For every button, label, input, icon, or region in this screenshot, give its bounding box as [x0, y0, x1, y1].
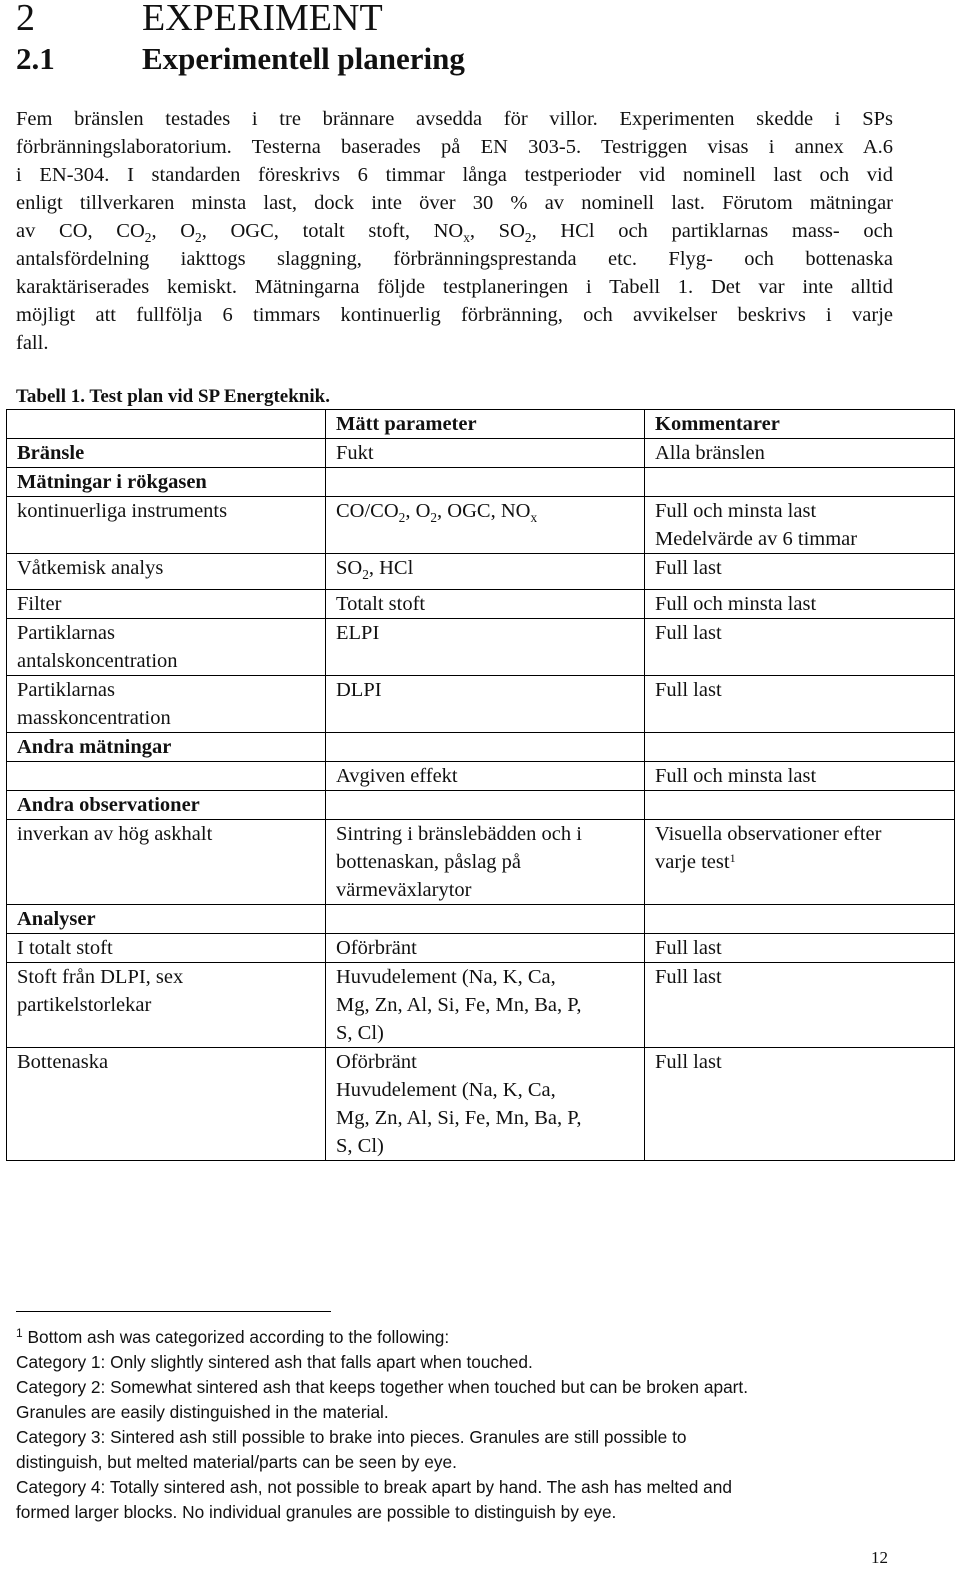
table-cell: Full last [645, 963, 955, 1048]
table-cell: Filter [7, 590, 326, 619]
footnote-line: Category 1: Only slightly sintered ash that falls apart when touched. [16, 1352, 533, 1372]
paragraph-line: karaktäriserades kemiskt. Mätningarna följde testplaneringen i Tabell 1. Det var inte alltid [16, 276, 893, 298]
table-cell: Partiklarnas masskoncentration [7, 676, 326, 733]
table-cell [7, 762, 326, 791]
table-cell: Fukt [326, 439, 645, 468]
table-cell [326, 905, 645, 934]
table-cell: Full och minsta last [645, 762, 955, 791]
table-cell: Andra observationer [7, 791, 326, 820]
table-cell: Full last [645, 554, 955, 590]
table-cell [645, 468, 955, 497]
table-caption: Tabell 1. Test plan vid SP Energteknik. [16, 386, 330, 407]
footnote-line: $^1$ Bottom ash was categorized according to the following: [16, 1326, 450, 1347]
table-row [7, 497, 955, 554]
table-row [7, 468, 955, 497]
test-plan-table [6, 409, 955, 1161]
page-number: 12 [871, 1548, 888, 1567]
table-row [7, 676, 955, 733]
table-cell: Bottenaska [7, 1048, 326, 1161]
table-cell: Full last [645, 1048, 955, 1161]
table-cell: DLPI [326, 676, 645, 733]
footnote-line: Granules are easily distinguished in the material. [16, 1402, 389, 1422]
header-cell-empty [7, 410, 326, 439]
paragraph-line: enligt tillverkaren minsta last, dock inte över 30 % av nominell last. Förutom mätningar [16, 192, 893, 214]
table-row [7, 791, 955, 820]
table-cell: Stoft från DLPI, sex partikelstorlekar [7, 963, 326, 1048]
table-cell: Bränsle [7, 439, 326, 468]
table-cell: inverkan av hög askhalt [7, 820, 326, 905]
table-cell: Analyser [7, 905, 326, 934]
header-cell-comments: Kommentarer [645, 410, 955, 439]
footnote-marker: 1 [16, 1326, 23, 1340]
chapter-heading [16, 0, 383, 40]
table-row [7, 820, 955, 905]
section-title: Experimentell planering [142, 41, 465, 76]
table-row [7, 554, 955, 590]
paragraph-line: antalsfördelning iakttogs slaggning, förbränningsprestanda etc. Flyg- och bottenaska [16, 248, 893, 270]
table-row [7, 762, 955, 791]
chapter-title: EXPERIMENT [142, 0, 383, 39]
table-row [7, 619, 955, 676]
table-cell: Huvudelement (Na, K, Ca, Mg, Zn, Al, Si, Fe, Mn, Ba, P, S, Cl) [326, 963, 645, 1048]
table-row [7, 934, 955, 963]
footnote-line: Category 2: Somewhat sintered ash that keeps together when touched but can be broken apart. [16, 1377, 749, 1397]
table-row [7, 439, 955, 468]
table-cell: Full last [645, 619, 955, 676]
footnote-ref: 1 [729, 851, 736, 866]
table-cell: Mätningar i rökgasen [7, 468, 326, 497]
paragraph-line: fall. [16, 332, 49, 354]
table-cell: ELPI [326, 619, 645, 676]
table-cell: Avgiven effekt [326, 762, 645, 791]
paragraph-line: av CO, $CO_2$, $O_2$, OGC, totalt stoft, $NO_x$, $SO_2$, HCl och partiklarnas mass- och [16, 220, 894, 246]
chapter-number: 2 [16, 0, 35, 39]
table-cell: I totalt stoft [7, 934, 326, 963]
table-cell [645, 733, 955, 762]
table-cell: $SO_2$, HCl [326, 554, 645, 590]
table-row [7, 963, 955, 1048]
paragraph-line: Fem bränslen testades i tre brännare avsedda för villor. Experimenten skedde i SPs [16, 108, 893, 130]
table-cell [645, 791, 955, 820]
footnote-separator [16, 1311, 331, 1312]
table-cell: Våtkemisk analys [7, 554, 326, 590]
table-cell: Full och minsta last [645, 590, 955, 619]
table-cell: kontinuerliga instruments [7, 497, 326, 554]
footnote-line: formed larger blocks. No individual granules are possible to distinguish by eye. [16, 1502, 617, 1522]
table-cell [326, 468, 645, 497]
table-cell: Oförbränt Huvudelement (Na, K, Ca, Mg, Zn, Al, Si, Fe, Mn, Ba, P, S, Cl) [326, 1048, 645, 1161]
table-cell: $CO/CO_2$, $O_2$, OGC, $NO_x$ [326, 497, 645, 554]
table-header-row [7, 410, 955, 439]
table-row [7, 1048, 955, 1161]
header-cell-parameter: Mätt parameter [326, 410, 645, 439]
footnote-line: distinguish, but melted material/parts can be seen by eye. [16, 1452, 457, 1472]
section-heading [16, 40, 465, 78]
table-cell: Full och minsta last Medelvärde av 6 timmar [645, 497, 955, 554]
table-cell: Partiklarnas antalskoncentration [7, 619, 326, 676]
table-row [7, 590, 955, 619]
table-cell: Andra mätningar [7, 733, 326, 762]
table-cell: Alla bränslen [645, 439, 955, 468]
footnotes [16, 1325, 896, 1525]
table-cell [645, 905, 955, 934]
table-cell: Full last [645, 934, 955, 963]
table-cell [326, 733, 645, 762]
table-cell [326, 791, 645, 820]
section-number: 2.1 [16, 41, 55, 76]
table-cell: Totalt stoft [326, 590, 645, 619]
paragraph-line: förbränningslaboratorium. Testerna baserades på EN 303-5. Testriggen visas i annex A.6 [16, 136, 893, 158]
table-cell: Sintring i bränslebädden och i bottenaskan, påslag på värmeväxlarytor [326, 820, 645, 905]
paragraph-line: möjligt att fullfölja 6 timmars kontinuerlig förbränning, och avvikelser beskrivs i varje [16, 304, 893, 326]
paragraph-line: i EN-304. I standarden föreskrivs 6 timmar långa testperioder vid nominell last och vid [16, 164, 893, 186]
body-paragraph [16, 105, 893, 357]
table-cell: Oförbränt [326, 934, 645, 963]
footnote-line: Category 4: Totally sintered ash, not possible to break apart by hand. The ash has melted and [16, 1477, 733, 1497]
table-row [7, 733, 955, 762]
table-row [7, 905, 955, 934]
footnote-line: Category 3: Sintered ash still possible to brake into pieces. Granules are still possible to [16, 1427, 687, 1447]
table-cell: Visuella observationer efter varje test$^1$ [645, 820, 955, 905]
table-cell: Full last [645, 676, 955, 733]
